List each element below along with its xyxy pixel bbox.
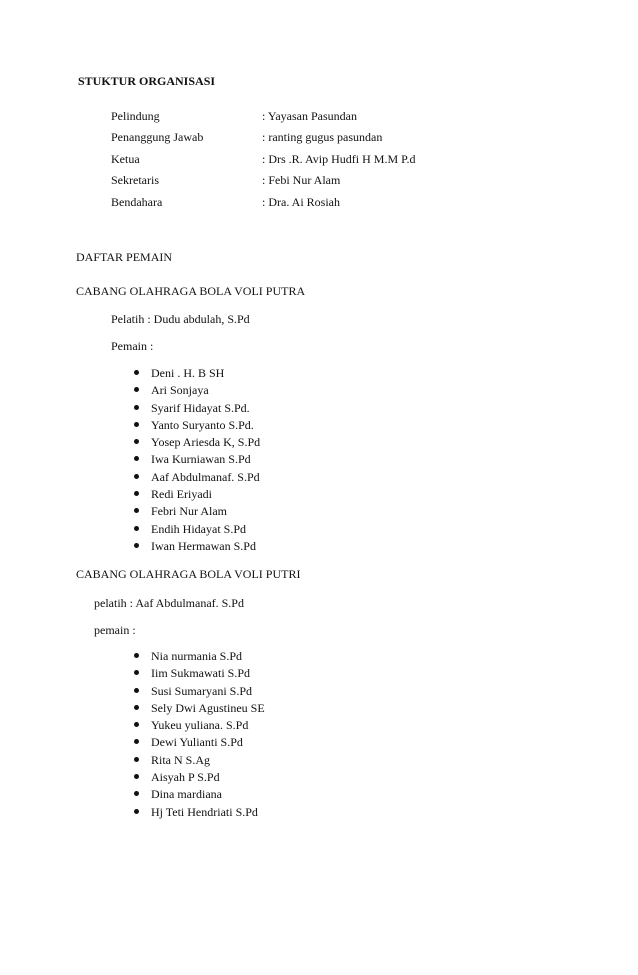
struktur-label-ketua: Ketua [111, 152, 140, 166]
list-item: Hj Teti Hendriati S.Pd [134, 805, 265, 822]
bullet-icon [134, 757, 139, 762]
list-item: Iim Sukmawati S.Pd [134, 666, 265, 683]
list-item: Febri Nur Alam [134, 504, 260, 521]
putra-pemain-label: Pemain : [111, 339, 154, 353]
putra-player-list [134, 366, 260, 556]
putra-pelatih: Pelatih : Dudu abdulah, S.Pd [111, 312, 250, 326]
bullet-icon [134, 405, 139, 410]
struktur-label-sekretaris: Sekretaris [111, 173, 159, 187]
bullet-icon [134, 474, 139, 479]
putri-player-list [134, 649, 265, 822]
struktur-value-penanggung-jawab: : ranting gugus pasundan [262, 130, 383, 144]
struktur-value-ketua: : Drs .R. Avip Hudfi H M.M P.d [262, 152, 416, 166]
list-item: Aaf Abdulmanaf. S.Pd [134, 470, 260, 487]
bullet-icon [134, 670, 139, 675]
bullet-icon [134, 526, 139, 531]
bullet-icon [134, 653, 139, 658]
struktur-value-pelindung: : Yayasan Pasundan [262, 109, 357, 123]
bullet-icon [134, 791, 139, 796]
bullet-icon [134, 508, 139, 513]
struktur-label-penanggung-jawab: Penanggung Jawab [111, 130, 204, 144]
putri-pelatih: pelatih : Aaf Abdulmanaf. S.Pd [94, 596, 244, 610]
bullet-icon [134, 422, 139, 427]
bullet-icon [134, 705, 139, 710]
bullet-icon [134, 491, 139, 496]
struktur-title: STUKTUR ORGANISASI [78, 74, 216, 88]
bullet-icon [134, 439, 139, 444]
list-item: Iwan Hermawan S.Pd [134, 539, 260, 556]
bullet-icon [134, 774, 139, 779]
struktur-label-pelindung: Pelindung [111, 109, 160, 123]
list-item: Syarif Hidayat S.Pd. [134, 401, 260, 418]
struktur-value-sekretaris: : Febi Nur Alam [262, 173, 341, 187]
list-item: Dewi Yulianti S.Pd [134, 735, 265, 752]
bullet-icon [134, 370, 139, 375]
bullet-icon [134, 739, 139, 744]
struktur-label-bendahara: Bendahara [111, 195, 163, 209]
list-item: Dina mardiana [134, 787, 265, 804]
list-item: Redi Eriyadi [134, 487, 260, 504]
list-item: Susi Sumaryani S.Pd [134, 684, 265, 701]
bullet-icon [134, 387, 139, 392]
list-item: Endih Hidayat S.Pd [134, 522, 260, 539]
list-item: Rita N S.Ag [134, 753, 265, 770]
list-item: Yukeu yuliana. S.Pd [134, 718, 265, 735]
list-item: Deni . H. B SH [134, 366, 260, 383]
putri-section-title: CABANG OLAHRAGA BOLA VOLI PUTRI [76, 567, 301, 581]
bullet-icon [134, 456, 139, 461]
bullet-icon [134, 722, 139, 727]
putra-section-title: CABANG OLAHRAGA BOLA VOLI PUTRA [76, 284, 306, 298]
bullet-icon [134, 809, 139, 814]
struktur-value-bendahara: : Dra. Ai Rosiah [262, 195, 340, 209]
list-item: Yanto Suryanto S.Pd. [134, 418, 260, 435]
putri-pemain-label: pemain : [94, 623, 136, 637]
list-item: Aisyah P S.Pd [134, 770, 265, 787]
bullet-icon [134, 688, 139, 693]
list-item: Iwa Kurniawan S.Pd [134, 452, 260, 469]
list-item: Nia nurmania S.Pd [134, 649, 265, 666]
daftar-pemain-title: DAFTAR PEMAIN [76, 250, 173, 264]
list-item: Yosep Ariesda K, S.Pd [134, 435, 260, 452]
list-item: Sely Dwi Agustineu SE [134, 701, 265, 718]
bullet-icon [134, 543, 139, 548]
list-item: Ari Sonjaya [134, 383, 260, 400]
